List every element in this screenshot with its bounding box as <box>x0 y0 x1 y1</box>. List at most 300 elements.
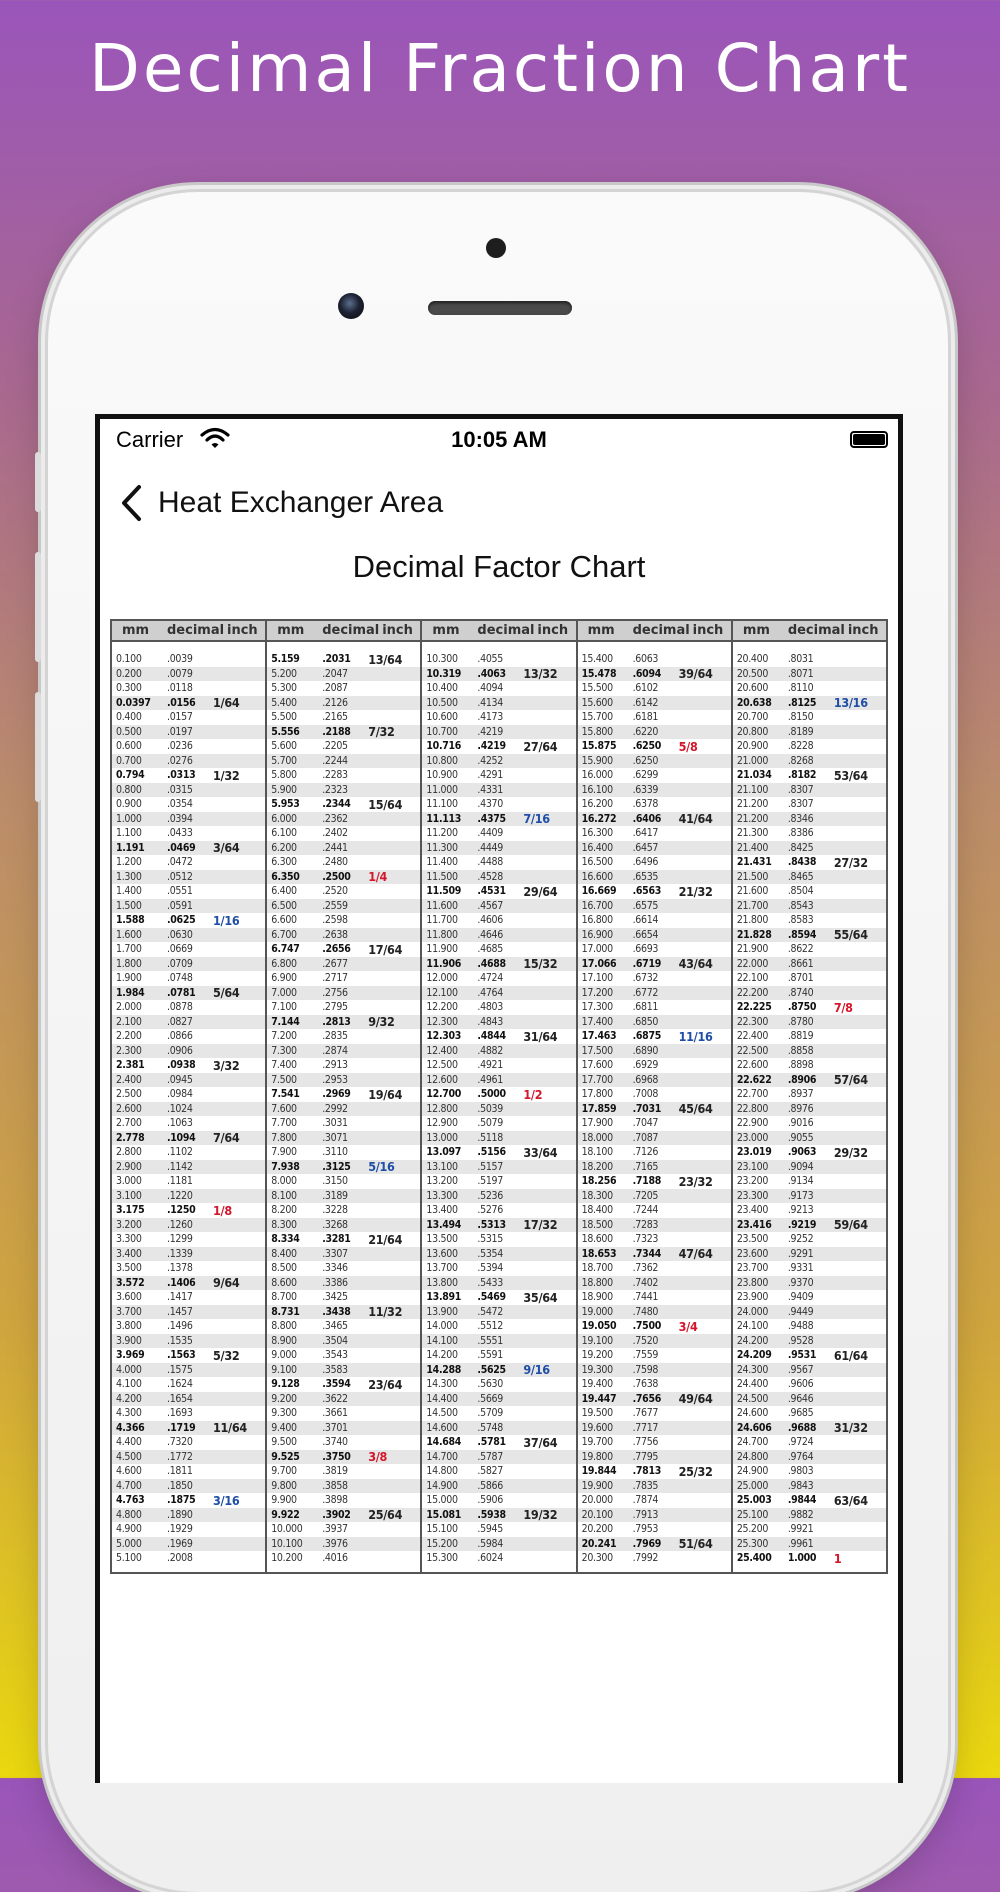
table-row <box>267 855 420 870</box>
decimal-value: .4055 <box>477 653 503 666</box>
decimal-value: .2717 <box>322 972 348 985</box>
mm-value: 13.400 <box>426 1204 458 1217</box>
table-row <box>733 1464 886 1479</box>
table-row <box>422 1522 575 1537</box>
decimal-value: .6811 <box>632 1001 659 1014</box>
decimal-value: .3228 <box>322 1204 348 1217</box>
table-row <box>422 1261 575 1276</box>
mm-value: 21.200 <box>736 812 769 825</box>
decimal-value: .9685 <box>787 1407 814 1420</box>
inch-fraction: 7/32 <box>368 724 395 740</box>
table-row <box>422 1203 575 1218</box>
table-column-group <box>733 621 886 1572</box>
mm-value: 16.100 <box>581 783 613 796</box>
table-row <box>422 928 575 943</box>
decimal-value: .9844 <box>787 1494 817 1507</box>
decimal-value: .4449 <box>477 841 503 854</box>
table-row <box>112 1087 265 1102</box>
mm-value: 22.300 <box>736 1015 769 1028</box>
mm-value: 0.100 <box>116 653 142 666</box>
decimal-value: .4646 <box>477 928 503 941</box>
decimal-value: .4685 <box>477 943 503 956</box>
decimal-value: .2969 <box>322 1088 351 1101</box>
mm-value: 5.953 <box>271 798 300 811</box>
mm-value: 10.716 <box>426 740 462 753</box>
table-row <box>422 870 575 885</box>
mm-value: 14.200 <box>426 1349 458 1362</box>
mm-value: 14.400 <box>426 1392 458 1405</box>
table-row <box>578 1348 731 1363</box>
inch-fraction: 19/64 <box>368 1086 403 1102</box>
table-row <box>733 1261 886 1276</box>
inch-fraction: 37/64 <box>523 1434 558 1450</box>
table-row <box>112 1000 265 1015</box>
decimal-value: .2795 <box>322 1001 348 1014</box>
table-row <box>578 1377 731 1392</box>
decimal-value: .6496 <box>632 856 659 869</box>
table-row <box>267 971 420 986</box>
table-row <box>578 1029 731 1044</box>
table-row <box>578 696 731 711</box>
table-row <box>267 913 420 928</box>
table-row <box>733 1029 886 1044</box>
table-row <box>267 1218 420 1233</box>
decimal-value: .6299 <box>632 769 659 782</box>
mm-value: 0.600 <box>116 740 142 753</box>
back-button[interactable] <box>118 473 443 533</box>
mm-value: 9.400 <box>271 1421 297 1434</box>
inch-fraction: 9/32 <box>368 1014 395 1030</box>
mm-value: 24.200 <box>736 1334 769 1347</box>
navigation-bar <box>100 473 898 533</box>
decimal-value: .7087 <box>632 1131 659 1144</box>
mm-value: 19.800 <box>581 1450 613 1463</box>
inch-fraction: 11/16 <box>678 1028 713 1044</box>
mm-value: 6.100 <box>271 827 297 840</box>
table-row <box>112 942 265 957</box>
table-row <box>733 1145 886 1160</box>
inch-fraction: 5/64 <box>213 985 240 1001</box>
inch-fraction: 19/32 <box>523 1507 558 1523</box>
mm-value: 23.500 <box>736 1233 769 1246</box>
table-row <box>578 1174 731 1189</box>
decimal-value: .3701 <box>322 1421 348 1434</box>
decimal-value: .9567 <box>787 1363 814 1376</box>
decimal-value: .1260 <box>167 1218 193 1231</box>
decimal-chart-table <box>110 619 888 1574</box>
decimal-value: .0938 <box>167 1059 196 1072</box>
mm-value: 9.000 <box>271 1349 297 1362</box>
table-row <box>422 1116 575 1131</box>
decimal-value: .1142 <box>167 1160 193 1173</box>
table-row <box>733 826 886 841</box>
table-row <box>112 1450 265 1465</box>
table-row <box>422 1015 575 1030</box>
decimal-value: .4219 <box>477 740 506 753</box>
table-row <box>422 899 575 914</box>
mm-value: 11.800 <box>426 928 458 941</box>
mm-value: 6.400 <box>271 885 297 898</box>
decimal-value: .0551 <box>167 885 193 898</box>
table-row <box>422 768 575 783</box>
promo-title: Decimal Fraction Chart <box>89 30 911 107</box>
decimal-value: .1181 <box>167 1175 193 1188</box>
table-row <box>112 957 265 972</box>
decimal-value: .8583 <box>787 914 814 927</box>
inch-fraction: 1 <box>833 1550 842 1566</box>
mm-value: 4.100 <box>116 1378 142 1391</box>
decimal-value: .9063 <box>787 1146 817 1159</box>
table-row <box>733 1058 886 1073</box>
decimal-value: .2480 <box>322 856 348 869</box>
table-row <box>422 1290 575 1305</box>
decimal-value: .7031 <box>632 1102 661 1115</box>
mm-value: 6.000 <box>271 812 297 825</box>
decimal-value: .6024 <box>477 1552 503 1565</box>
decimal-value: .5630 <box>477 1378 503 1391</box>
mm-value: 11.906 <box>426 957 462 970</box>
decimal-value: .2008 <box>167 1552 193 1565</box>
table-row <box>578 1421 731 1436</box>
mm-value: 12.600 <box>426 1073 458 1086</box>
decimal-value: .1575 <box>167 1363 193 1376</box>
decimal-value: .0630 <box>167 928 193 941</box>
mm-value: 10.319 <box>426 667 462 680</box>
decimal-value: .2992 <box>322 1102 348 1115</box>
decimal-value: .5472 <box>477 1305 503 1318</box>
mm-value: 23.416 <box>736 1218 772 1231</box>
decimal-value: .6181 <box>632 711 659 724</box>
mm-value: 10.200 <box>271 1552 303 1565</box>
mm-value: 14.500 <box>426 1407 458 1420</box>
table-row <box>112 1421 265 1436</box>
table-header-row <box>733 621 886 642</box>
decimal-value: .8543 <box>787 899 814 912</box>
inch-fraction: 1/8 <box>213 1202 232 1218</box>
decimal-value: .3543 <box>322 1349 348 1362</box>
mm-value: 23.100 <box>736 1160 769 1173</box>
decimal-value: .1890 <box>167 1508 193 1521</box>
mm-value: 13.000 <box>426 1131 458 1144</box>
decimal-value: .8740 <box>787 986 814 999</box>
mm-value: 19.050 <box>581 1320 617 1333</box>
decimal-value: .4173 <box>477 711 503 724</box>
table-row <box>112 768 265 783</box>
table-row <box>578 841 731 856</box>
mm-value: 3.969 <box>116 1349 145 1362</box>
decimal-value: .0945 <box>167 1073 193 1086</box>
mm-value: 12.200 <box>426 1001 458 1014</box>
mm-value: 20.600 <box>736 682 769 695</box>
table-row <box>578 1435 731 1450</box>
decimal-value: .8346 <box>787 812 814 825</box>
table-row <box>578 1319 731 1334</box>
table-row <box>112 1276 265 1291</box>
mm-value: 14.000 <box>426 1320 458 1333</box>
decimal-value: .2047 <box>322 667 348 680</box>
mm-value: 7.938 <box>271 1160 300 1173</box>
decimal-value: .0433 <box>167 827 193 840</box>
table-row <box>422 1464 575 1479</box>
decimal-value: .2188 <box>322 725 351 738</box>
inch-fraction: 3/16 <box>213 1492 240 1508</box>
table-row <box>267 826 420 841</box>
mm-value: 20.000 <box>581 1494 613 1507</box>
table-row <box>733 1450 886 1465</box>
decimal-value: .4219 <box>477 725 503 738</box>
table-row <box>422 1551 575 1566</box>
mm-value: 13.200 <box>426 1175 458 1188</box>
table-row <box>733 696 886 711</box>
table-row <box>267 768 420 783</box>
decimal-value: .7756 <box>632 1436 659 1449</box>
table-row <box>267 1073 420 1088</box>
mm-value: 24.209 <box>736 1349 772 1362</box>
decimal-value: .8858 <box>787 1044 814 1057</box>
mm-value: 23.800 <box>736 1276 769 1289</box>
mm-value: 12.100 <box>426 986 458 999</box>
decimal-value: .4764 <box>477 986 503 999</box>
decimal-value: .2362 <box>322 812 348 825</box>
table-row <box>112 812 265 827</box>
decimal-value: .0748 <box>167 972 193 985</box>
mm-value: 7.100 <box>271 1001 297 1014</box>
table-row <box>267 1551 420 1566</box>
decimal-value: .2874 <box>322 1044 348 1057</box>
table-column-group <box>422 621 577 1572</box>
table-row <box>112 1406 265 1421</box>
mm-value: 17.600 <box>581 1059 613 1072</box>
inch-fraction: 61/64 <box>833 1347 868 1363</box>
inch-fraction: 1/4 <box>368 869 388 885</box>
decimal-value: .9961 <box>787 1537 814 1550</box>
mm-value: 25.400 <box>736 1552 772 1565</box>
inch-fraction: 25/64 <box>368 1507 403 1523</box>
mm-value: 8.731 <box>271 1305 300 1318</box>
table-row <box>422 986 575 1001</box>
inch-fraction: 59/64 <box>833 1217 868 1233</box>
decimal-value: .2559 <box>322 899 348 912</box>
decimal-value: .5669 <box>477 1392 503 1405</box>
table-row <box>267 1435 420 1450</box>
decimal-value: .5354 <box>477 1247 503 1260</box>
decimal-value: .2165 <box>322 711 348 724</box>
mm-value: 4.763 <box>116 1494 145 1507</box>
decimal-value: .9646 <box>787 1392 814 1405</box>
decimal-value: .9882 <box>787 1508 814 1521</box>
table-row <box>422 1029 575 1044</box>
table-row <box>578 1551 731 1566</box>
decimal-value: .1250 <box>167 1204 196 1217</box>
inch-fraction: 7/8 <box>833 999 853 1015</box>
decimal-value: .9843 <box>787 1479 814 1492</box>
mm-value: 25.000 <box>736 1479 769 1492</box>
decimal-value: .6339 <box>632 783 659 796</box>
table-row <box>112 1261 265 1276</box>
table-row <box>112 1435 265 1450</box>
table-row <box>733 986 886 1001</box>
decimal-value: .1024 <box>167 1102 193 1115</box>
table-row <box>267 957 420 972</box>
table-row <box>267 1406 420 1421</box>
decimal-value: .0866 <box>167 1030 193 1043</box>
mm-value: 18.256 <box>581 1175 617 1188</box>
table-row <box>267 696 420 711</box>
decimal-value: .8125 <box>787 696 817 709</box>
table-row <box>267 870 420 885</box>
mm-value: 14.100 <box>426 1334 458 1347</box>
table-row <box>733 1218 886 1233</box>
mm-value: 21.000 <box>736 754 769 767</box>
inch-fraction: 57/64 <box>833 1072 868 1088</box>
decimal-value: .1457 <box>167 1305 193 1318</box>
mm-value: 18.100 <box>581 1146 613 1159</box>
decimal-value: .1378 <box>167 1262 193 1275</box>
table-row <box>578 812 731 827</box>
table-row <box>733 1479 886 1494</box>
mm-value: 10.900 <box>426 769 458 782</box>
mm-value: 1.984 <box>116 986 145 999</box>
table-row <box>112 971 265 986</box>
decimal-value: .2205 <box>322 740 348 753</box>
mm-value: 12.900 <box>426 1117 458 1130</box>
mm-value: 24.400 <box>736 1378 769 1391</box>
mm-value: 6.300 <box>271 856 297 869</box>
table-row <box>267 710 420 725</box>
decimal-value: .2913 <box>322 1059 348 1072</box>
table-row <box>578 1073 731 1088</box>
decimal-value: .7362 <box>632 1262 659 1275</box>
decimal-value: .3071 <box>322 1131 348 1144</box>
mm-value: 3.500 <box>116 1262 142 1275</box>
table-row <box>112 1537 265 1552</box>
mm-value: 16.700 <box>581 899 613 912</box>
mm-value: 18.300 <box>581 1189 613 1202</box>
mm-value: 21.034 <box>736 769 772 782</box>
mm-value: 14.700 <box>426 1450 458 1463</box>
decimal-value: .4921 <box>477 1059 503 1072</box>
decimal-value: .3189 <box>322 1189 348 1202</box>
table-row <box>422 942 575 957</box>
mm-value: 0.800 <box>116 783 142 796</box>
table-row <box>578 739 731 754</box>
table-row <box>112 1029 265 1044</box>
table-row <box>267 899 420 914</box>
table-row <box>422 1276 575 1291</box>
decimal-value: .2344 <box>322 798 351 811</box>
mm-value: 9.525 <box>271 1450 300 1463</box>
table-row <box>422 1392 575 1407</box>
mm-value: 15.200 <box>426 1537 458 1550</box>
table-row <box>422 1421 575 1436</box>
table-row <box>267 1131 420 1146</box>
mm-value: 21.800 <box>736 914 769 927</box>
mm-value: 13.500 <box>426 1233 458 1246</box>
mm-value: 10.600 <box>426 711 458 724</box>
inch-fraction: 21/64 <box>368 1231 403 1247</box>
mm-value: 5.900 <box>271 783 297 796</box>
table-row <box>112 826 265 841</box>
decimal-value: .6772 <box>632 986 659 999</box>
mm-value: 9.300 <box>271 1407 297 1420</box>
table-row <box>422 1435 575 1450</box>
table-row <box>733 899 886 914</box>
inch-fraction: 29/64 <box>523 883 558 899</box>
table-row <box>422 1406 575 1421</box>
table-row <box>733 928 886 943</box>
mm-value: 17.400 <box>581 1015 613 1028</box>
mm-value: 24.606 <box>736 1421 772 1434</box>
inch-fraction: 23/64 <box>368 1376 403 1392</box>
decimal-value: .0625 <box>167 914 196 927</box>
battery-icon <box>850 431 888 448</box>
inch-fraction: 1/16 <box>213 912 240 928</box>
decimal-value: .9331 <box>787 1262 814 1275</box>
table-row <box>267 652 420 667</box>
mm-value: 3.900 <box>116 1334 142 1347</box>
inch-fraction: 31/32 <box>833 1420 868 1436</box>
mm-value: 14.900 <box>426 1479 458 1492</box>
table-row <box>267 1145 420 1160</box>
decimal-value: .6250 <box>632 754 659 767</box>
table-row <box>733 1131 886 1146</box>
mm-value: 0.900 <box>116 798 142 811</box>
mm-value: 0.400 <box>116 711 142 724</box>
decimal-value: .4567 <box>477 899 503 912</box>
decimal-value: .7835 <box>632 1479 659 1492</box>
decimal-value: .7480 <box>632 1305 659 1318</box>
mm-value: 7.300 <box>271 1044 297 1057</box>
decimal-value: 1.000 <box>787 1552 817 1565</box>
table-row <box>578 710 731 725</box>
mm-value: 20.241 <box>581 1537 617 1550</box>
table-row <box>112 1189 265 1204</box>
decimal-value: .8031 <box>787 653 814 666</box>
decimal-value: .0118 <box>167 682 193 695</box>
mm-value: 25.200 <box>736 1523 769 1536</box>
table-row <box>267 1203 420 1218</box>
mm-value: 24.600 <box>736 1407 769 1420</box>
mm-value: 15.081 <box>426 1508 462 1521</box>
column-header-inch: inch <box>847 623 879 638</box>
decimal-value: .7500 <box>632 1320 661 1333</box>
decimal-value: .7047 <box>632 1117 659 1130</box>
mm-value: 7.400 <box>271 1059 297 1072</box>
table-row <box>578 870 731 885</box>
column-header-mm: mm <box>742 623 770 638</box>
decimal-value: .5156 <box>477 1146 506 1159</box>
table-row <box>112 1522 265 1537</box>
mm-value: 13.700 <box>426 1262 458 1275</box>
decimal-value: .5709 <box>477 1407 503 1420</box>
column-header-decimal: decimal <box>632 623 690 638</box>
mm-value: 22.400 <box>736 1030 769 1043</box>
decimal-value: .5866 <box>477 1479 503 1492</box>
decimal-value: .7344 <box>632 1247 661 1260</box>
table-row <box>267 725 420 740</box>
table-row <box>733 1377 886 1392</box>
mm-value: 3.000 <box>116 1175 142 1188</box>
table-row <box>733 1522 886 1537</box>
mm-value: 5.556 <box>271 725 300 738</box>
mm-value: 6.747 <box>271 943 300 956</box>
table-row <box>733 725 886 740</box>
mm-value: 19.000 <box>581 1305 613 1318</box>
decimal-value: .0827 <box>167 1015 193 1028</box>
decimal-value: .2402 <box>322 827 348 840</box>
mm-value: 1.191 <box>116 841 145 854</box>
table-row <box>733 1160 886 1175</box>
